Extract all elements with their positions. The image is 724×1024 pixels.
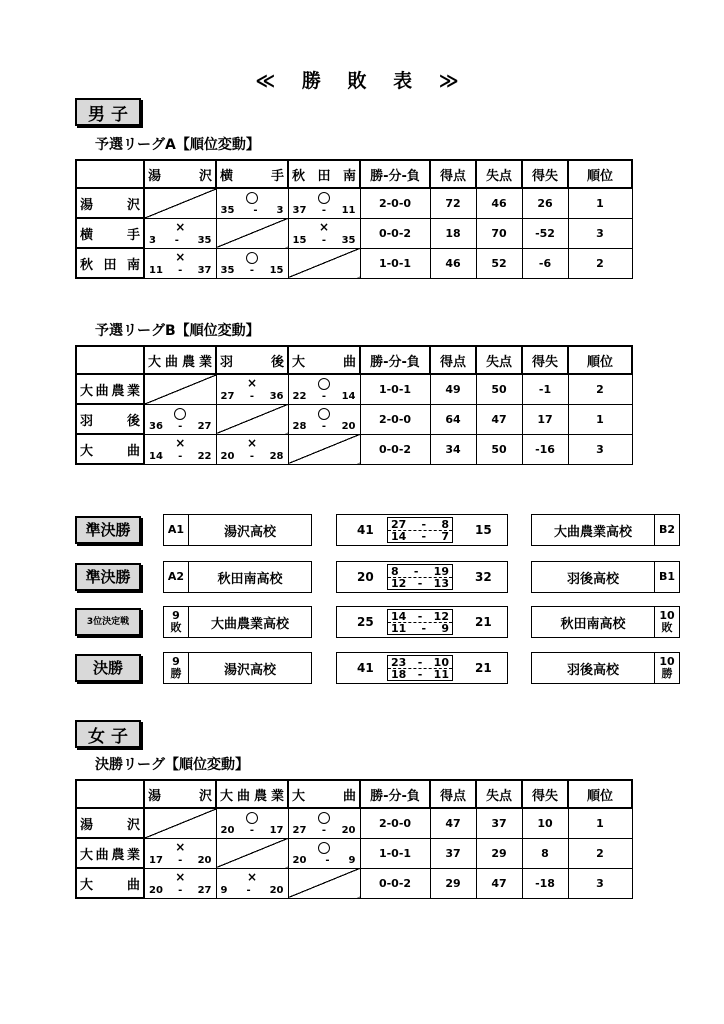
league-a-title: 予選リーグA【順位変動】 <box>95 137 260 153</box>
wdl-value: 2-0-0 <box>360 808 430 838</box>
match-cell: × 17 - 20 <box>144 838 216 868</box>
left-seed: A2 <box>163 561 189 593</box>
table-row <box>76 404 632 434</box>
league-b-title: 予選リーグB【順位変動】 <box>95 323 260 339</box>
left-total: 25 <box>357 615 374 629</box>
team-header: 大 曲 農 業 <box>216 780 288 808</box>
corner-cell <box>76 780 144 808</box>
left-team: 湯沢高校 <box>188 652 312 684</box>
team-header: 羽 後 <box>216 346 288 374</box>
points-against-value: 46 <box>476 188 522 218</box>
left-team: 大曲農業高校 <box>188 606 312 638</box>
row-team-name: 大 曲 農 業 <box>76 374 144 404</box>
row-team-name: 湯 沢 <box>76 808 144 838</box>
points-against-value: 70 <box>476 218 522 248</box>
men-section-label: 男 子 <box>75 98 141 126</box>
wdl-header: 勝-分-負 <box>360 160 430 188</box>
page-title: ≪ 勝 敗 表 ≫ <box>255 70 469 92</box>
diff-header: 得失 <box>522 346 568 374</box>
diff-value: -16 <box>522 434 568 464</box>
left-team: 秋田南高校 <box>188 561 312 593</box>
diff-value: -6 <box>522 248 568 278</box>
points-against-header: 失点 <box>476 160 522 188</box>
right-team: 羽後高校 <box>531 561 655 593</box>
right-total: 21 <box>475 661 492 675</box>
match-cell: 20 - 17 <box>216 808 288 838</box>
points-against-value: 47 <box>476 868 522 898</box>
points-against-value: 37 <box>476 808 522 838</box>
wdl-value: 1-0-1 <box>360 248 430 278</box>
half-scores: 27 - 8 14 - 7 <box>387 517 453 543</box>
score-box <box>336 652 508 684</box>
diagonal-cell <box>144 188 216 218</box>
table-row <box>76 248 632 278</box>
row-team-name: 羽 後 <box>76 404 144 434</box>
points-against-value: 50 <box>476 374 522 404</box>
points-for-value: 49 <box>430 374 476 404</box>
diagonal-cell <box>288 434 360 464</box>
points-against-header: 失点 <box>476 346 522 374</box>
wdl-value: 1-0-1 <box>360 374 430 404</box>
match-cell: × 27 - 36 <box>216 374 288 404</box>
points-against-value: 29 <box>476 838 522 868</box>
points-against-header: 失点 <box>476 780 522 808</box>
team-header: 大 曲 農 業 <box>144 346 216 374</box>
rank-value: 3 <box>568 868 632 898</box>
wdl-value: 1-0-1 <box>360 838 430 868</box>
match-cell: 28 - 20 <box>288 404 360 434</box>
half-scores: 8 - 19 12 - 13 <box>387 564 453 590</box>
diff-value: -18 <box>522 868 568 898</box>
diff-value: 26 <box>522 188 568 218</box>
diff-header: 得失 <box>522 160 568 188</box>
wdl-value: 0-0-2 <box>360 434 430 464</box>
team-header: 湯 沢 <box>144 160 216 188</box>
rank-value: 2 <box>568 248 632 278</box>
left-seed: 9 敗 <box>163 606 189 638</box>
loss-mark: × <box>246 435 258 450</box>
right-team: 秋田南高校 <box>531 606 655 638</box>
points-for-value: 29 <box>430 868 476 898</box>
points-for-value: 47 <box>430 808 476 838</box>
team-header: 大 曲 <box>288 346 360 374</box>
diagonal-cell <box>288 868 360 898</box>
left-seed: 9 勝 <box>163 652 189 684</box>
row-team-name: 大 曲 <box>76 868 144 898</box>
rank-header: 順位 <box>568 346 632 374</box>
points-for-header: 得点 <box>430 780 476 808</box>
diagonal-cell <box>216 838 288 868</box>
win-mark <box>318 842 330 854</box>
diff-header: 得失 <box>522 780 568 808</box>
row-team-name: 大 曲 <box>76 434 144 464</box>
win-mark <box>246 812 258 824</box>
score-box <box>336 606 508 638</box>
row-team-name: 大 曲 農 業 <box>76 838 144 868</box>
match-cell: 20 - 9 <box>288 838 360 868</box>
points-against-value: 50 <box>476 434 522 464</box>
table-row <box>76 868 632 898</box>
rank-value: 1 <box>568 188 632 218</box>
match-cell: × 20 - 28 <box>216 434 288 464</box>
points-for-header: 得点 <box>430 346 476 374</box>
match-cell: × 14 - 22 <box>144 434 216 464</box>
match-cell: 35 - 3 <box>216 188 288 218</box>
round-label: 3位決定戦 <box>75 608 141 636</box>
wdl-value: 0-0-2 <box>360 868 430 898</box>
match-cell: × 20 - 27 <box>144 868 216 898</box>
loss-mark: × <box>175 869 186 884</box>
left-seed: A1 <box>163 514 189 546</box>
loss-mark: × <box>318 219 330 234</box>
win-mark <box>318 812 330 824</box>
win-mark <box>246 252 258 264</box>
left-total: 20 <box>357 570 374 584</box>
table-row <box>76 838 632 868</box>
win-mark <box>174 408 186 420</box>
points-for-value: 64 <box>430 404 476 434</box>
rank-header: 順位 <box>568 160 632 188</box>
left-team: 湯沢高校 <box>188 514 312 546</box>
wdl-header: 勝-分-負 <box>360 346 430 374</box>
wdl-header: 勝-分-負 <box>360 780 430 808</box>
match-cell: × 3 - 35 <box>144 218 216 248</box>
diagonal-cell <box>288 248 360 278</box>
table-row <box>76 188 632 218</box>
match-cell: 37 - 11 <box>288 188 360 218</box>
right-team: 大曲農業高校 <box>531 514 655 546</box>
right-total: 21 <box>475 615 492 629</box>
wdl-value: 0-0-2 <box>360 218 430 248</box>
diagonal-cell <box>144 374 216 404</box>
diff-value: -1 <box>522 374 568 404</box>
win-mark <box>318 408 330 420</box>
rank-value: 2 <box>568 374 632 404</box>
points-against-value: 52 <box>476 248 522 278</box>
left-total: 41 <box>357 523 374 537</box>
right-seed: B2 <box>654 514 680 546</box>
right-seed: 10 勝 <box>654 652 680 684</box>
loss-mark: × <box>246 869 258 884</box>
wdl-value: 2-0-0 <box>360 404 430 434</box>
right-total: 15 <box>475 523 492 537</box>
corner-cell <box>76 346 144 374</box>
score-box <box>336 561 508 593</box>
table-row <box>76 434 632 464</box>
loss-mark: × <box>246 376 258 390</box>
diff-value: 8 <box>522 838 568 868</box>
right-seed: B1 <box>654 561 680 593</box>
league-a-table <box>75 159 633 279</box>
points-for-value: 46 <box>430 248 476 278</box>
match-cell: 22 - 14 <box>288 374 360 404</box>
points-for-value: 72 <box>430 188 476 218</box>
diagonal-cell <box>216 404 288 434</box>
wdl-value: 2-0-0 <box>360 188 430 218</box>
loss-mark: × <box>175 435 186 450</box>
corner-cell <box>76 160 144 188</box>
team-header: 秋 田 南 <box>288 160 360 188</box>
points-for-value: 18 <box>430 218 476 248</box>
points-for-value: 37 <box>430 838 476 868</box>
match-cell: × 9 - 20 <box>216 868 288 898</box>
round-label: 準決勝 <box>75 563 141 591</box>
table-row <box>76 374 632 404</box>
diff-value: 10 <box>522 808 568 838</box>
win-mark <box>318 378 330 390</box>
row-team-name: 秋 田 南 <box>76 248 144 278</box>
points-for-header: 得点 <box>430 160 476 188</box>
right-total: 32 <box>475 570 492 584</box>
team-header: 湯 沢 <box>144 780 216 808</box>
match-cell: × 15 - 35 <box>288 218 360 248</box>
league-b-table <box>75 345 633 465</box>
points-against-value: 47 <box>476 404 522 434</box>
loss-mark: × <box>175 219 186 234</box>
diagonal-cell <box>216 218 288 248</box>
row-team-name: 湯 沢 <box>76 188 144 218</box>
rank-value: 2 <box>568 838 632 868</box>
rank-header: 順位 <box>568 780 632 808</box>
diff-value: -52 <box>522 218 568 248</box>
round-label: 決勝 <box>75 654 141 682</box>
team-header: 大 曲 <box>288 780 360 808</box>
round-label: 準決勝 <box>75 516 141 544</box>
women-league-title: 決勝リーグ【順位変動】 <box>95 757 249 773</box>
rank-value: 3 <box>568 434 632 464</box>
loss-mark: × <box>175 249 186 264</box>
diagonal-cell <box>144 808 216 838</box>
match-cell: 36 - 27 <box>144 404 216 434</box>
half-scores: 23 - 10 18 - 11 <box>387 655 453 681</box>
half-scores: 14 - 12 11 - 9 <box>387 609 453 635</box>
rank-value: 1 <box>568 404 632 434</box>
left-total: 41 <box>357 661 374 675</box>
score-box <box>336 514 508 546</box>
match-cell: 27 - 20 <box>288 808 360 838</box>
women-league-table <box>75 779 633 899</box>
match-cell: 35 - 15 <box>216 248 288 278</box>
row-team-name: 横 手 <box>76 218 144 248</box>
women-section-label: 女 子 <box>75 720 141 748</box>
table-row <box>76 808 632 838</box>
points-for-value: 34 <box>430 434 476 464</box>
table-row <box>76 218 632 248</box>
match-cell: × 11 - 37 <box>144 248 216 278</box>
rank-value: 3 <box>568 218 632 248</box>
team-header: 横 手 <box>216 160 288 188</box>
right-seed: 10 敗 <box>654 606 680 638</box>
right-team: 羽後高校 <box>531 652 655 684</box>
win-mark <box>318 192 330 204</box>
loss-mark: × <box>175 839 186 854</box>
rank-value: 1 <box>568 808 632 838</box>
win-mark <box>246 192 258 204</box>
diff-value: 17 <box>522 404 568 434</box>
